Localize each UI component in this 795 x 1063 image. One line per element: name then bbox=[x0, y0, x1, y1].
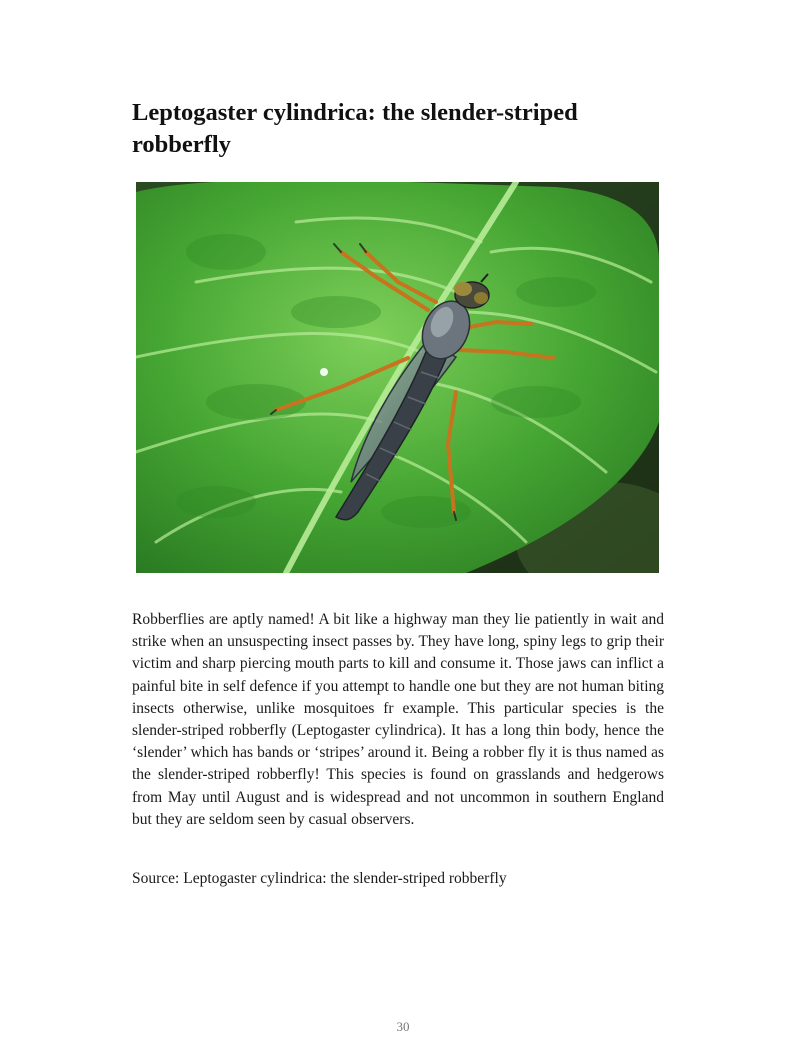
page-number: 30 bbox=[396, 1019, 410, 1034]
robberfly-on-leaf-image bbox=[136, 182, 659, 573]
robberfly-photo bbox=[136, 182, 659, 573]
source-citation: Source: Leptogaster cylindrica: the slender-striped robberfly bbox=[132, 870, 507, 887]
body-paragraph: Robberflies are aptly named! A bit like a highway man they lie patiently in wait and strike when an unsuspecting insect passes by. They have long, spiny legs to grip their victim and sharp piercing mouth parts to kill and consume it. Those jaws can inflict a painful bite in self defence if you attempt to handle one but they are not human biting insects otherwise, unlike mosquitoes fr example. This particular species is the slender-striped robberfly (Leptogaster cylindrica). It has a long thin body, hence the ‘slender’ which has bands or ‘stripes’ around it. Being a robber fly it is thus named as the slender-striped robberfly! This species is found on grasslands and hedgerows from May until August and is widespread and not uncommon in southern England but they are seldom seen by casual observers. bbox=[132, 611, 664, 828]
robberfly-eye bbox=[454, 282, 472, 296]
page-title: Leptogaster cylindrica: the slender-striped robberfly bbox=[132, 99, 578, 158]
